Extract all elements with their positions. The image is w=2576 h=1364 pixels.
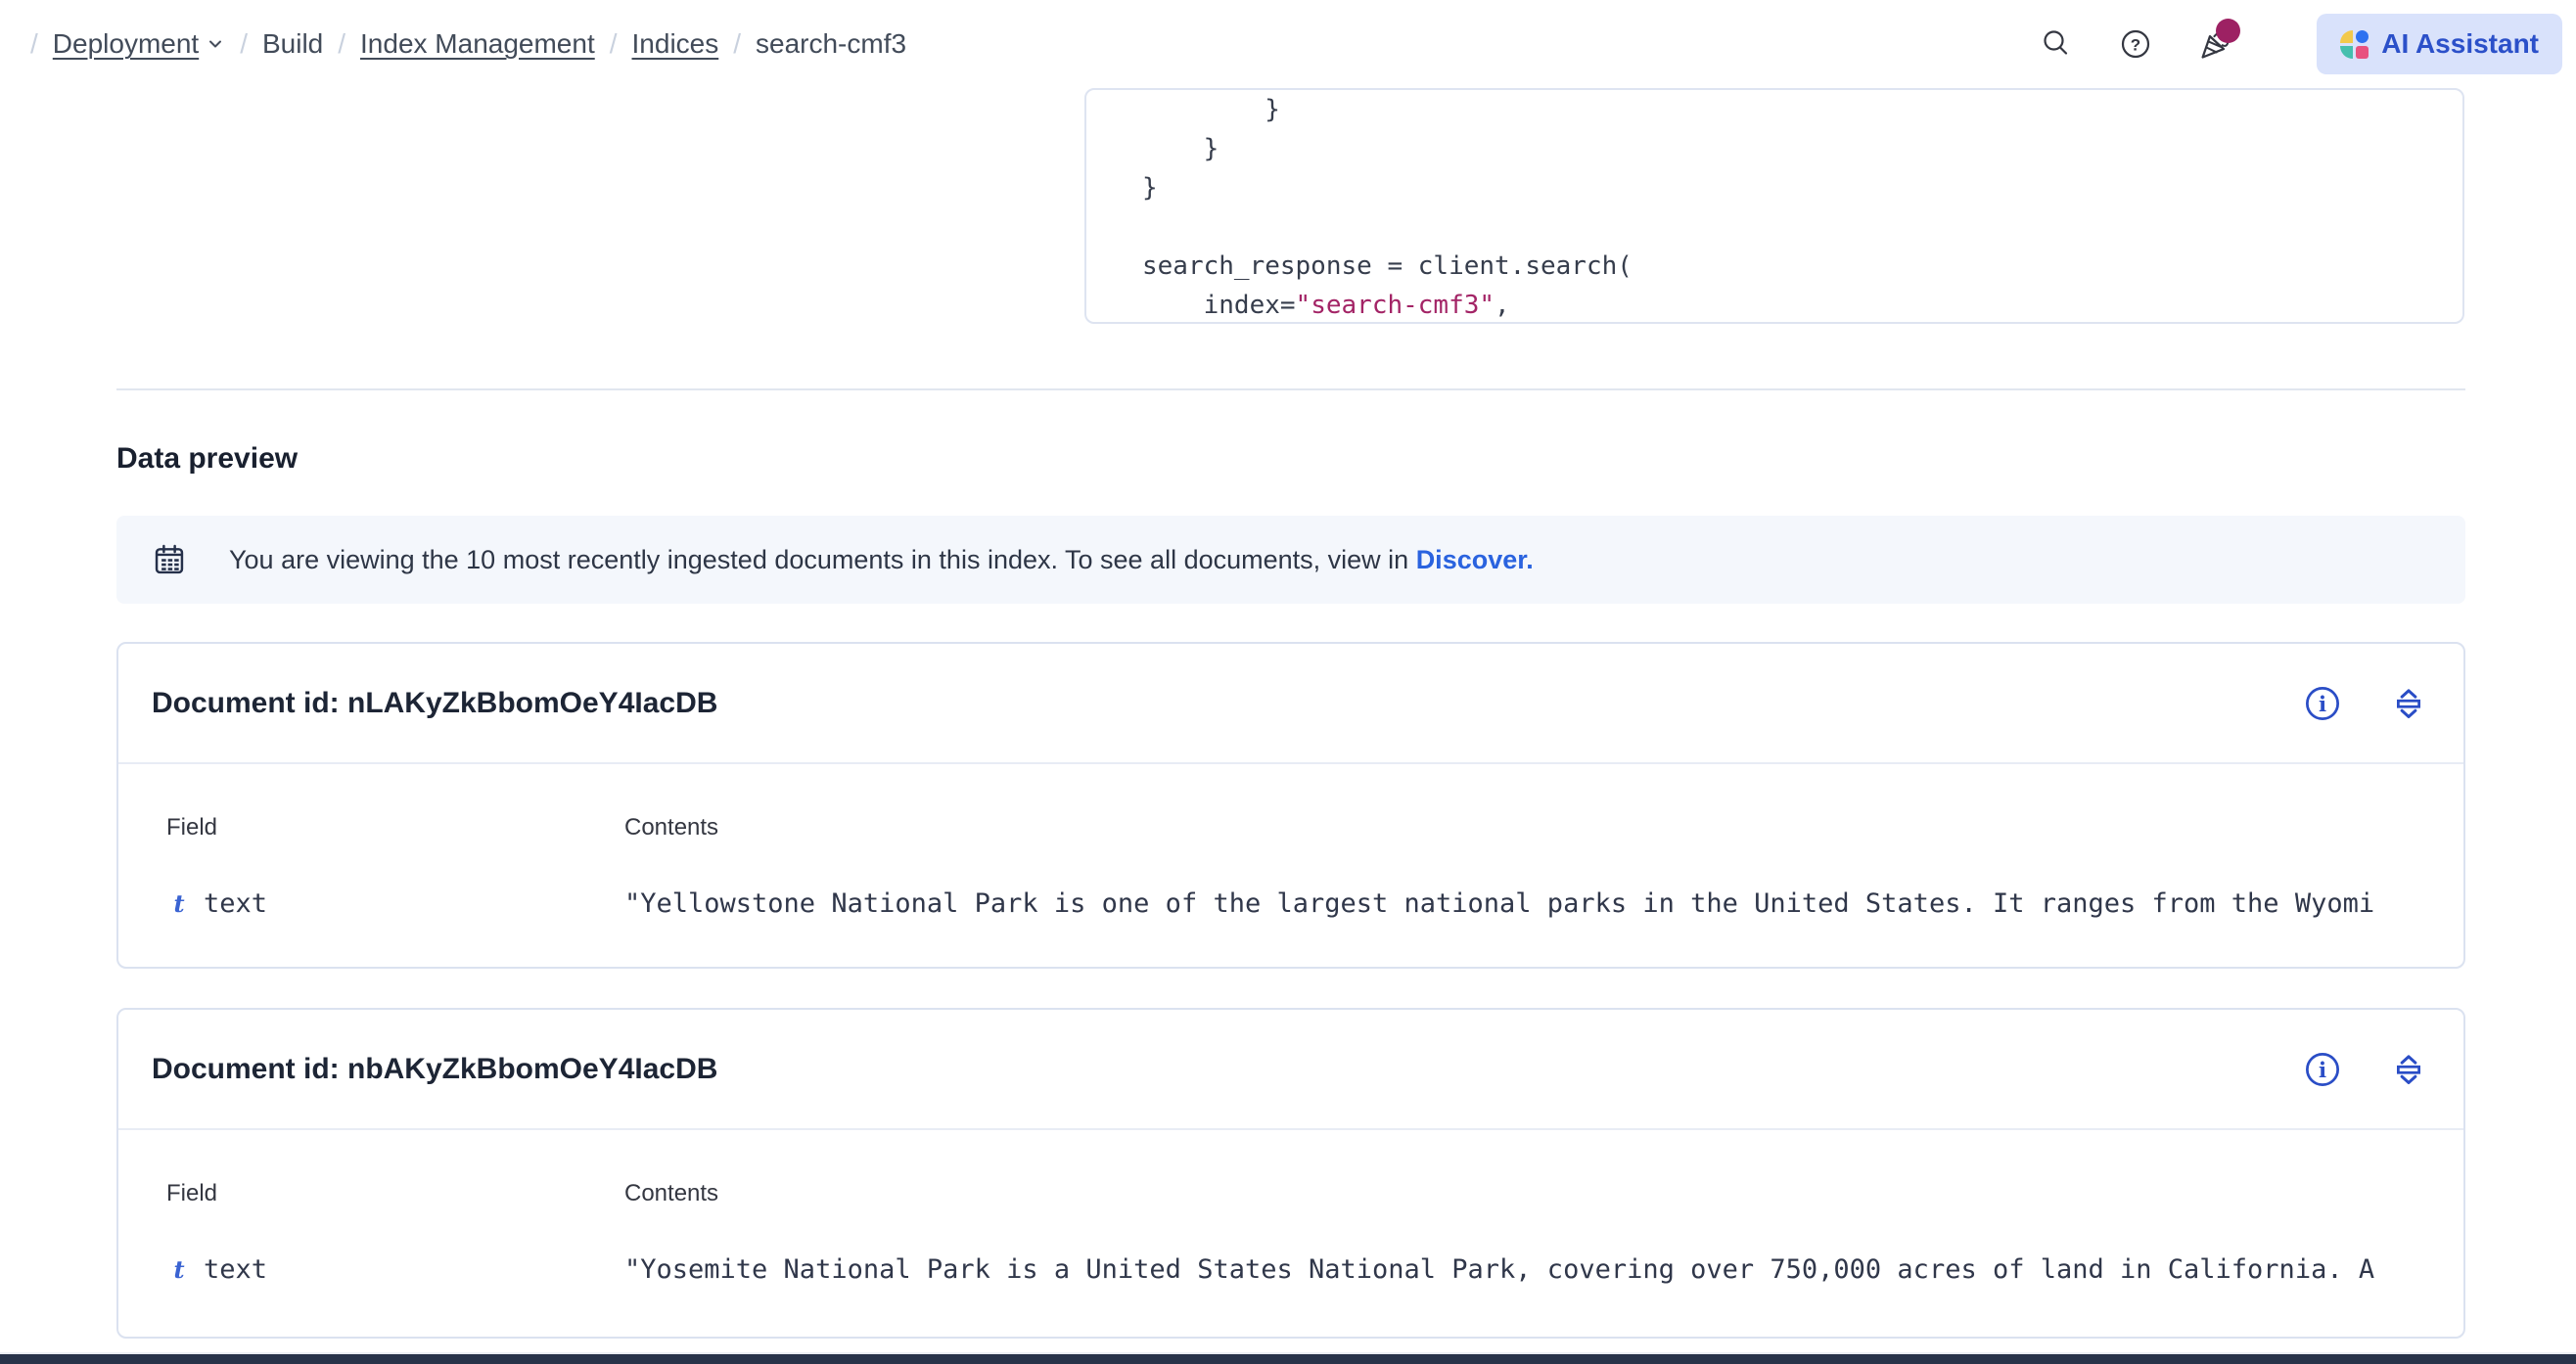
help-button[interactable] — [2114, 23, 2157, 66]
info-icon — [2303, 1050, 2342, 1089]
callout-text — [229, 545, 1534, 575]
search-icon — [2040, 27, 2073, 61]
whats-new-button[interactable] — [2193, 23, 2236, 66]
callout-message: You are viewing the 10 most recently ingested documents in this index. To see all documents, view in — [229, 544, 1416, 574]
document-actions — [2303, 684, 2428, 723]
document-id-title: Document id: nLAKyZkBbomOeY4IacDB — [152, 686, 718, 719]
discover-link[interactable]: Discover. — [1415, 544, 1534, 574]
document-card-header — [118, 1010, 2463, 1130]
breadcrumb-build-label: Build — [261, 28, 324, 59]
code-line: } — [1142, 134, 1219, 163]
code-index-suffix: , — [1495, 291, 1510, 320]
document-fields-table — [118, 1130, 2463, 1286]
field-column-header: Field — [166, 1180, 218, 1206]
bottom-bar — [0, 1354, 2576, 1364]
field-contents: "Yellowstone National Park is one of the largest national parks in the United States. It ranges from the Wyomi — [624, 887, 2375, 919]
text-field-token-icon: t — [173, 888, 185, 918]
breadcrumb-separator: / — [30, 28, 38, 59]
help-icon — [2119, 27, 2152, 61]
breadcrumb-current-page — [756, 28, 906, 60]
data-preview-title: Data preview — [116, 442, 299, 475]
breadcrumb-current-label: search-cmf3 — [756, 28, 907, 59]
field-name: text — [204, 1253, 268, 1285]
ai-assistant-button[interactable] — [2317, 14, 2562, 74]
document-card — [116, 642, 2465, 969]
code-line: search_response = client.search( — [1142, 251, 1633, 281]
svg-text:i: i — [2318, 1058, 2327, 1083]
code-content — [1086, 90, 2462, 324]
calendar-icon — [152, 542, 187, 577]
document-info-button[interactable] — [2303, 1050, 2342, 1089]
expand-icon — [2389, 684, 2428, 723]
breadcrumb-separator: / — [240, 28, 248, 59]
field-contents: "Yosemite National Park is a United States National Park, covering over 750,000 acres of land in California. A — [624, 1253, 2375, 1285]
breadcrumb-build[interactable] — [262, 28, 323, 60]
expand-icon — [2389, 1050, 2428, 1089]
breadcrumb-deployment[interactable] — [53, 28, 225, 60]
breadcrumb-index-management[interactable] — [360, 28, 595, 60]
code-index-string: "search-cmf3" — [1295, 291, 1495, 320]
svg-text:i: i — [2318, 692, 2327, 717]
contents-column-header: Contents — [624, 1180, 719, 1206]
table-header-row — [166, 1179, 2434, 1208]
document-id-title: Document id: nbAKyZkBbomOeY4IacDB — [152, 1052, 718, 1085]
breadcrumb-separator: / — [609, 28, 618, 59]
document-card — [116, 1008, 2465, 1339]
field-column-header: Field — [166, 814, 218, 841]
code-line: } — [1142, 173, 1158, 203]
top-header — [0, 0, 2576, 88]
chevron-down-icon — [206, 34, 225, 54]
table-row — [166, 887, 2434, 920]
ai-assistant-icon — [2340, 30, 2369, 59]
document-expand-button[interactable] — [2389, 684, 2428, 723]
header-actions — [2035, 14, 2562, 74]
data-preview-callout — [116, 516, 2465, 604]
notification-badge — [2216, 19, 2240, 43]
contents-column-header: Contents — [624, 814, 719, 841]
document-card-header — [118, 644, 2463, 764]
code-line — [1142, 207, 2462, 247]
info-icon — [2303, 684, 2342, 723]
breadcrumb-separator: / — [733, 28, 742, 59]
document-expand-button[interactable] — [2389, 1050, 2428, 1089]
breadcrumb-deployment-label: Deployment — [52, 28, 200, 59]
breadcrumb-indices[interactable] — [632, 28, 719, 60]
breadcrumb-index-management-label: Index Management — [360, 28, 595, 59]
table-row — [166, 1252, 2434, 1286]
document-actions — [2303, 1050, 2428, 1089]
breadcrumb — [16, 0, 906, 88]
code-index-prefix: index= — [1142, 291, 1296, 320]
ai-assistant-label: AI Assistant — [2381, 28, 2539, 59]
svg-text:?: ? — [2131, 35, 2141, 55]
table-header-row — [166, 813, 2434, 842]
text-field-token-icon: t — [173, 1254, 185, 1284]
document-fields-table — [118, 764, 2463, 920]
section-divider — [116, 388, 2465, 390]
breadcrumb-indices-label: Indices — [631, 28, 719, 59]
code-line-index — [1142, 286, 2462, 324]
code-block-panel — [1084, 88, 2464, 324]
field-name: text — [204, 887, 268, 919]
code-line: } — [1142, 95, 1280, 124]
breadcrumb-separator: / — [338, 28, 346, 59]
document-info-button[interactable] — [2303, 684, 2342, 723]
search-button[interactable] — [2035, 23, 2078, 66]
